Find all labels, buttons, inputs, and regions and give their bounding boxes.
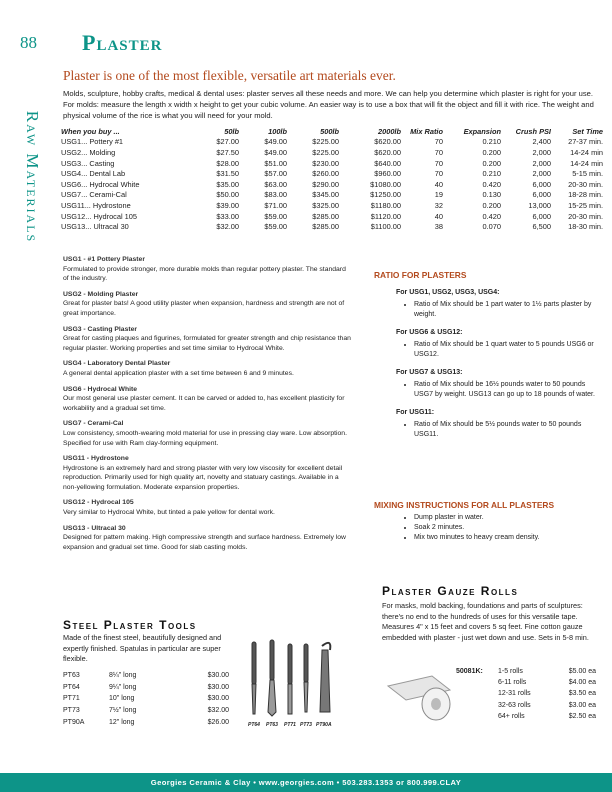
price-cell: 38 [434, 222, 443, 232]
page-number: 88 [20, 33, 37, 52]
product-name: Cerami-Cal [89, 190, 127, 200]
dot-leader: ... [81, 179, 90, 189]
product-cell [61, 211, 191, 222]
tool-size: 12" long [109, 718, 135, 726]
gauze-qty: 12-31 rolls [498, 690, 531, 698]
product-cell [61, 147, 191, 158]
tools-price-table [63, 670, 229, 728]
price-cell: $225.00 [312, 147, 339, 157]
mixing-step: • Soak 2 minutes. [414, 523, 604, 533]
gauze-price: $4.00 ea [568, 679, 596, 687]
product-description [63, 325, 353, 354]
product-name: Ultracal 30 [93, 222, 129, 232]
tool-price: $26.00 [207, 718, 229, 726]
price-table-header: 100lb [268, 126, 287, 136]
tools-title: Steel Plaster Tools [63, 618, 197, 632]
tool-row [63, 705, 229, 717]
price-cell: 2,000 [532, 169, 551, 179]
dot-leader: ... [84, 200, 93, 210]
price-cell: $1100.00 [370, 222, 401, 232]
product-heading: USG7 - Cerami-Cal [63, 420, 124, 428]
product-text: Great for casting plaques and figurines, formulated for greater strength and chip resistance than regular plaster. Working properties and set time similar to Hydrocal White. [63, 335, 351, 352]
price-table-header: Expansion [463, 126, 501, 136]
tool-row [63, 670, 229, 682]
product-heading: USG4 - Laboratory Dental Plaster [63, 360, 171, 368]
price-cell: $27.00 [216, 137, 239, 147]
price-cell: $260.00 [312, 169, 339, 179]
ratio-group-title: For USG7 & USG13: [396, 369, 463, 376]
price-cell: 32 [434, 200, 443, 210]
product-description [63, 290, 353, 319]
price-cell: $27.50 [216, 147, 239, 157]
product-heading: USG12 - Hydrocal 105 [63, 499, 134, 507]
product-code: USG1 [61, 137, 82, 147]
dot-leader: ... [85, 211, 94, 221]
price-cell: $57.00 [264, 169, 287, 179]
tool-row [63, 682, 229, 694]
product-description [63, 385, 353, 414]
price-cell: $83.00 [264, 190, 287, 200]
price-table [61, 126, 603, 232]
ratio-text: • Ratio of Mix should be 16½ pounds water to 50 pounds USG7 by weight. USG13 can go up to 18 pounds of water. [414, 380, 604, 400]
gauze-price: $3.00 ea [568, 701, 596, 709]
tool-row [63, 716, 229, 728]
price-table-header: Crush PSI [515, 126, 551, 136]
product-heading: USG3 - Casting Plaster [63, 325, 138, 333]
price-cell: 18-30 min. [568, 222, 603, 232]
gauze-qty: 6-11 rolls [498, 679, 527, 687]
price-cell: 20-30 min. [568, 211, 603, 221]
tool-pt71-handle [288, 644, 292, 684]
price-cell: $1120.00 [370, 211, 401, 221]
price-cell: $31.50 [216, 169, 239, 179]
product-text: Hydrostone is an extremely hard and strong plaster with very low viscosity for excellent detail reproduction. Primarily used for high quality art, novelty and statuary castings. Available in a non-yellowing formulation. Moderate expansion properties. [63, 464, 343, 491]
tool-pt90a-hook [322, 643, 330, 650]
gauze-qty: 64+ rolls [498, 712, 525, 720]
mixing-step: • Mix two minutes to heavy cream density. [414, 533, 604, 543]
tool-label-pt63: PT63 [266, 722, 278, 728]
price-cell: 70 [434, 158, 443, 168]
price-cell: $59.00 [264, 211, 287, 221]
ratio-group-title: For USG11: [396, 409, 435, 416]
price-cell: 0.070 [482, 222, 501, 232]
product-code: USG4 [61, 169, 82, 179]
product-text: Formulated to provide stronger, more durable molds than regular pottery plaster. The standard of the industry. [63, 265, 346, 283]
tools-description: Made of the finest steel, beautifully designed and expertly finished. Spatulas in particular are super flexible. [63, 633, 222, 663]
price-cell: $63.00 [264, 179, 287, 189]
product-cell [61, 221, 191, 232]
price-cell: 0.420 [482, 211, 501, 221]
page-title: Plaster [82, 30, 163, 55]
price-cell: 0.200 [482, 200, 501, 210]
price-table-row [61, 158, 603, 169]
product-name: Hydrocal 105 [93, 211, 138, 221]
price-table-row [61, 137, 603, 148]
tool-code: PT71 [63, 695, 80, 703]
price-cell: 70 [434, 147, 443, 157]
price-cell: 0.420 [482, 179, 501, 189]
tool-code: PT64 [63, 683, 80, 691]
dot-leader: ... [81, 158, 90, 168]
price-cell: 20-30 min. [568, 179, 603, 189]
ratio-text: • Ratio of Mix should be 1 part water to 1½ parts plaster by weight. [414, 300, 604, 320]
price-cell: 6,000 [532, 211, 551, 221]
product-description [63, 419, 353, 448]
tool-price: $30.00 [207, 695, 229, 703]
price-cell: 70 [434, 169, 443, 179]
product-cell [61, 168, 191, 179]
price-table-header: 50lb [224, 126, 239, 136]
product-cell [61, 158, 191, 169]
gauze-price-row [498, 677, 596, 688]
price-cell: $285.00 [312, 222, 339, 232]
price-cell: 40 [434, 211, 443, 221]
price-cell: $71.00 [264, 200, 287, 210]
tool-pt90a-blade [320, 650, 330, 712]
product-name: Dental Lab [89, 169, 126, 179]
ratio-text: • Ratio of Mix should be 1 quart water to 5 pounds USG6 or USG12. [414, 340, 604, 360]
product-cell [61, 190, 191, 201]
product-descriptions [63, 255, 353, 558]
price-cell: $51.00 [264, 158, 287, 168]
tool-pt64-handle [252, 642, 256, 684]
price-cell: 18-28 min. [568, 190, 603, 200]
tool-pt73-blade [304, 682, 308, 712]
price-cell: 6,000 [532, 190, 551, 200]
gauze-qty: 1-5 rolls [498, 668, 523, 676]
price-table-header: When you buy ... [61, 126, 120, 136]
price-cell: $49.00 [264, 137, 287, 147]
price-cell: $49.00 [264, 147, 287, 157]
product-code: USG7 [61, 190, 82, 200]
tool-pt71-blade [288, 684, 292, 714]
tool-size: 8¼" long [109, 672, 137, 680]
gauze-price: $2.50 ea [568, 712, 596, 720]
tool-label-pt73: PT73 [300, 722, 312, 728]
tool-pt73-handle [304, 644, 308, 682]
price-table-row [61, 200, 603, 211]
tool-pt63-blade [268, 680, 276, 716]
tool-label-pt90a: PT90A [316, 722, 332, 728]
product-text: Designed for pattern making. High compressive strength and surface hardness. Extremely low expansion and gradual set time. Good for slab casting molds. [63, 534, 346, 551]
price-cell: $960.00 [374, 169, 401, 179]
tool-code: PT63 [63, 672, 80, 680]
dot-leader: ... [85, 222, 94, 232]
price-table-header: 2000lb [377, 126, 401, 136]
price-table-row [61, 168, 603, 179]
price-cell: $39.00 [216, 200, 239, 210]
product-code: USG13 [61, 222, 86, 232]
product-description [63, 498, 353, 517]
mixing-step: • Dump plaster in water. [414, 513, 604, 523]
ratio-group-title: For USG1, USG2, USG3, USG4: [396, 289, 500, 296]
gauze-price-row [498, 688, 596, 699]
product-code: USG11 [61, 200, 85, 210]
gauze-price-table [498, 666, 596, 722]
ratio-list [374, 300, 604, 320]
product-cell [61, 137, 191, 148]
product-cell [61, 179, 191, 190]
intro-paragraph: Molds, sculpture, hobby crafts, medical & dental uses: plaster serves all these needs and more. We can help you determine which plaster is right for your use. For molds: measure the length x width x height to get your cubic volume. An easier way is to use a box that will fit the object and fill it with rice. The weight and physical volume of the rice is what you will need for your mold. [63, 89, 594, 120]
tool-pt64-blade [252, 684, 256, 714]
gauze-roll-core [431, 698, 441, 710]
tool-price: $30.00 [207, 683, 229, 691]
price-cell: $1180.00 [370, 200, 401, 210]
product-heading: USG13 - Ultracal 30 [63, 524, 126, 532]
dot-leader: ... [81, 190, 90, 200]
product-code: USG3 [61, 158, 82, 168]
ratio-list [374, 380, 604, 400]
ratio-title: RATIO FOR PLASTERS [374, 270, 467, 280]
price-cell: $35.00 [216, 179, 239, 189]
ratio-text: • Ratio of Mix should be 5½ pounds water to 50 pounds USG11. [414, 420, 604, 440]
price-table-header: 500lb [320, 126, 339, 136]
tool-price: $30.00 [207, 672, 229, 680]
footer: Georgies Ceramic & Clay • www.georgies.com • 503.283.1353 or 800.999.CLAY [0, 773, 612, 792]
product-text: Our most general use plaster cement. It can be carved or added to, has excellent plasticity for workability and a gradual set time. [63, 395, 345, 412]
price-cell: $1080.00 [370, 179, 401, 189]
ratio-group-title: For USG6 & USG12: [396, 329, 463, 336]
section-label-text: Raw Materials [23, 110, 42, 244]
price-table-header: Set Time [572, 126, 603, 136]
product-text: Low consistency, smooth-wearing mold material for use in pressing clay ware. Low absorption. Specified for use with Ram clay-forming equipment. [63, 429, 347, 447]
gauze-price-row [498, 666, 596, 677]
product-heading: USG1 - #1 Pottery Plaster [63, 256, 145, 263]
price-table-row [61, 211, 603, 222]
price-cell: 0.200 [482, 158, 501, 168]
headline: Plaster is one of the most flexible, versatile art materials ever. [63, 68, 396, 83]
price-cell: $50.00 [216, 190, 239, 200]
tool-label-pt71: PT71 [284, 722, 296, 728]
product-text: A general dental application plaster with a set time between 6 and 9 minutes. [63, 369, 294, 377]
product-name: Hydrocal White [89, 179, 140, 189]
product-code: USG12 [61, 211, 86, 221]
gauze-price: $5.00 ea [568, 668, 596, 676]
price-cell: 27-37 min. [568, 137, 603, 147]
product-name: Hydrostone [92, 200, 131, 210]
product-heading: USG6 - Hydrocal White [63, 385, 138, 393]
tool-label-pt64: PT64 [248, 722, 260, 728]
price-cell: 2,000 [532, 158, 551, 168]
price-cell: 14-24 min [570, 147, 603, 157]
price-cell: 0.130 [482, 190, 501, 200]
price-cell: $230.00 [312, 158, 339, 168]
plaster-tools-image [246, 636, 338, 730]
price-cell: 0.210 [482, 137, 501, 147]
price-cell: $345.00 [312, 190, 339, 200]
product-cell [61, 200, 191, 211]
price-cell: 0.210 [482, 169, 501, 179]
price-cell: $620.00 [374, 137, 401, 147]
price-cell: 13,000 [528, 200, 551, 210]
price-cell: $59.00 [264, 222, 287, 232]
dot-leader: ... [81, 147, 90, 157]
gauze-price-row [498, 700, 596, 711]
gauze-title: Plaster Gauze Rolls [382, 584, 519, 598]
price-table-header-row [61, 126, 603, 137]
price-cell: 14-24 min [570, 158, 603, 168]
tool-size: 10" long [109, 695, 135, 703]
product-description [63, 524, 353, 553]
price-table-header: Mix Ratio [410, 126, 443, 136]
price-cell: 5-15 min. [572, 169, 603, 179]
product-description [63, 359, 353, 378]
gauze-qty: 32-63 rolls [498, 701, 531, 709]
tool-code: PT90A [63, 718, 85, 726]
product-description [63, 454, 353, 492]
ratio-list [374, 340, 604, 360]
product-heading: USG2 - Molding Plaster [63, 290, 139, 298]
price-cell: 70 [434, 137, 443, 147]
price-cell: 40 [434, 179, 443, 189]
price-cell: 2,000 [532, 147, 551, 157]
tool-code: PT73 [63, 707, 80, 715]
tool-price: $32.00 [207, 707, 229, 715]
price-cell: 6,000 [532, 179, 551, 189]
product-text: Great for plaster bats! A good utility plaster when expansion, hardness and strength are not of great importance. [63, 300, 345, 317]
product-name: Molding [89, 147, 116, 157]
price-table-row [61, 179, 603, 190]
price-cell: 19 [434, 190, 443, 200]
price-cell: 15-25 min. [568, 200, 603, 210]
price-cell: $640.00 [374, 158, 401, 168]
price-table-row [61, 221, 603, 232]
gauze-price-row [498, 711, 596, 722]
tool-row [63, 693, 229, 705]
price-cell: $28.00 [216, 158, 239, 168]
price-cell: $325.00 [312, 200, 339, 210]
price-cell: $225.00 [312, 137, 339, 147]
product-code: USG2 [61, 147, 82, 157]
price-cell: $285.00 [312, 211, 339, 221]
tool-pt63-handle [270, 640, 274, 680]
ratio-list [374, 420, 604, 440]
price-table-row [61, 147, 603, 158]
gauze-price: $3.50 ea [568, 690, 596, 698]
price-cell: 6,500 [532, 222, 551, 232]
tool-size: 9¼" long [109, 683, 137, 691]
product-heading: USG11 - Hydrostone [63, 455, 129, 463]
price-cell: 2,400 [532, 137, 551, 147]
price-cell: $1250.00 [370, 190, 401, 200]
product-description [63, 255, 353, 284]
tool-size: 7½" long [109, 707, 137, 715]
product-name: Pottery #1 [89, 137, 124, 147]
gauze-roll-image [384, 666, 456, 726]
ratio-section [374, 270, 604, 442]
price-cell: 0.200 [482, 147, 501, 157]
price-cell: $32.00 [216, 222, 239, 232]
gauze-description: For masks, mold backing, foundations and parts of sculptures: there's no end to the hundreds of uses for this versatile tape. Measures 4" x 15 feet and covers 5 sq feet. Fine cotton gauze embedded with plaster - just wet down and use. Sets in 5-8 min. [382, 601, 589, 642]
product-name: Casting [89, 158, 115, 168]
dot-leader: ... [81, 137, 90, 147]
gauze-code: 50081K: [456, 668, 483, 675]
price-cell: $620.00 [374, 147, 401, 157]
section-label [20, 72, 40, 262]
mixing-section [374, 500, 604, 543]
product-code: USG6 [61, 179, 82, 189]
price-cell: $33.00 [216, 211, 239, 221]
mixing-title: MIXING INSTRUCTIONS FOR ALL PLASTERS [374, 500, 555, 510]
product-text: Very similar to Hydrocal White, but tinted a pale yellow for dental work. [63, 509, 275, 517]
price-cell: $290.00 [312, 179, 339, 189]
dot-leader: ... [81, 169, 90, 179]
price-table-row [61, 190, 603, 201]
